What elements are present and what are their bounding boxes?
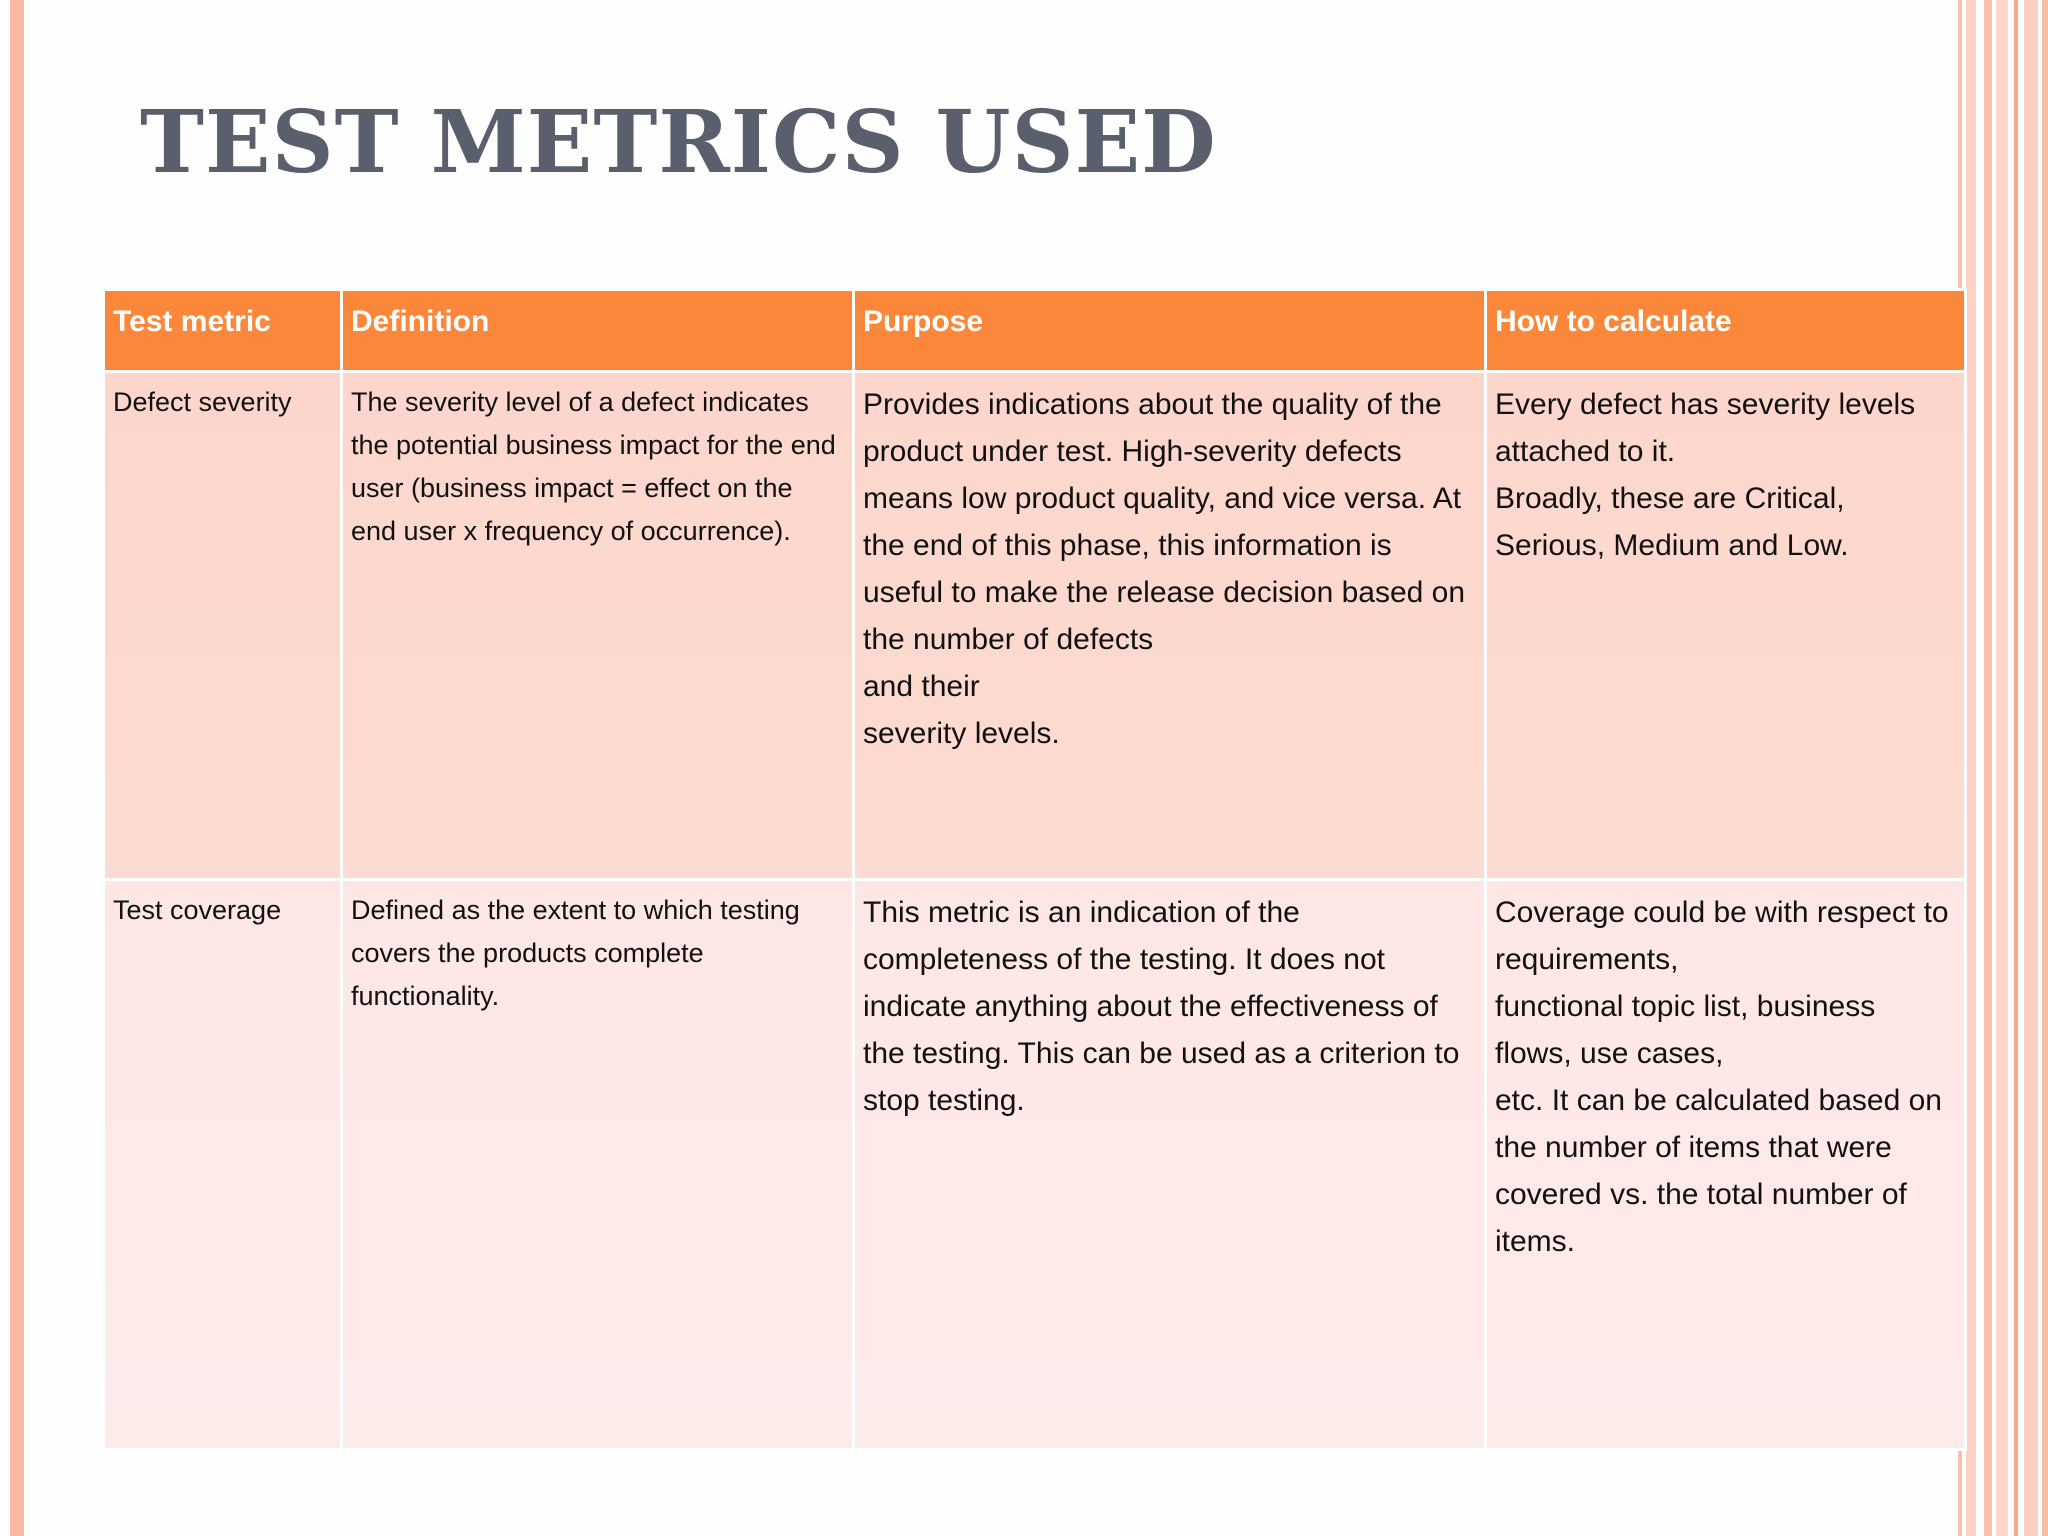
purpose-cell [854, 372, 1486, 880]
slide-title: TEST METRICS USED [140, 92, 1217, 193]
right-decor-stripe [2042, 0, 2048, 1536]
how-to-calculate-cell [1486, 880, 1966, 1450]
table-row [104, 372, 1966, 880]
metrics-table [102, 288, 1967, 1451]
how-text: Coverage could be with respect to requirements, [1495, 896, 1949, 976]
how-text: etc. It can be calculated based on the number of items that were covered vs. the total number of items. [1495, 1084, 1942, 1258]
how-text: Every defect has severity levels attached to it. [1495, 388, 1916, 468]
how-to-calculate-cell [1486, 372, 1966, 880]
purpose-text: Provides indications about the quality of the product under test. High-severity defects means low product quality, and vice versa. At the end of this phase, this information is useful to make the release decision based on the number of defects [863, 388, 1466, 656]
table-row [104, 880, 1966, 1450]
definition-cell: The severity level of a defect indicates the potential business impact for the end user (business impact = effect on the end user x frequency of occurrence). [342, 372, 854, 880]
left-accent-border [10, 0, 24, 1536]
right-decor-stripe [2024, 0, 2038, 1536]
purpose-cell: This metric is an indication of the completeness of the testing. It does not indicate anything about the effectiveness of the testing. This can be used as a criterion to stop testing. [854, 880, 1486, 1450]
purpose-text: and their [863, 670, 980, 703]
right-decor-stripe [1984, 0, 1992, 1536]
right-decor-stripe [1996, 0, 2008, 1536]
how-text: functional topic list, business flows, use cases, [1495, 990, 1876, 1070]
header-purpose: Purpose [854, 290, 1486, 372]
right-decor-stripe [2014, 0, 2018, 1536]
metric-name-cell: Test coverage [104, 880, 342, 1450]
header-definition: Definition [342, 290, 854, 372]
definition-cell: Defined as the extent to which testing covers the products complete functionality. [342, 880, 854, 1450]
header-how-to-calculate: How to calculate [1486, 290, 1966, 372]
purpose-text: severity levels. [863, 717, 1060, 750]
metric-name-cell: Defect severity [104, 372, 342, 880]
header-test-metric: Test metric [104, 290, 342, 372]
how-text: Broadly, these are Critical, Serious, Medium and Low. [1495, 482, 1849, 562]
right-decor-stripe [1966, 0, 1976, 1536]
table-header-row [104, 290, 1966, 372]
